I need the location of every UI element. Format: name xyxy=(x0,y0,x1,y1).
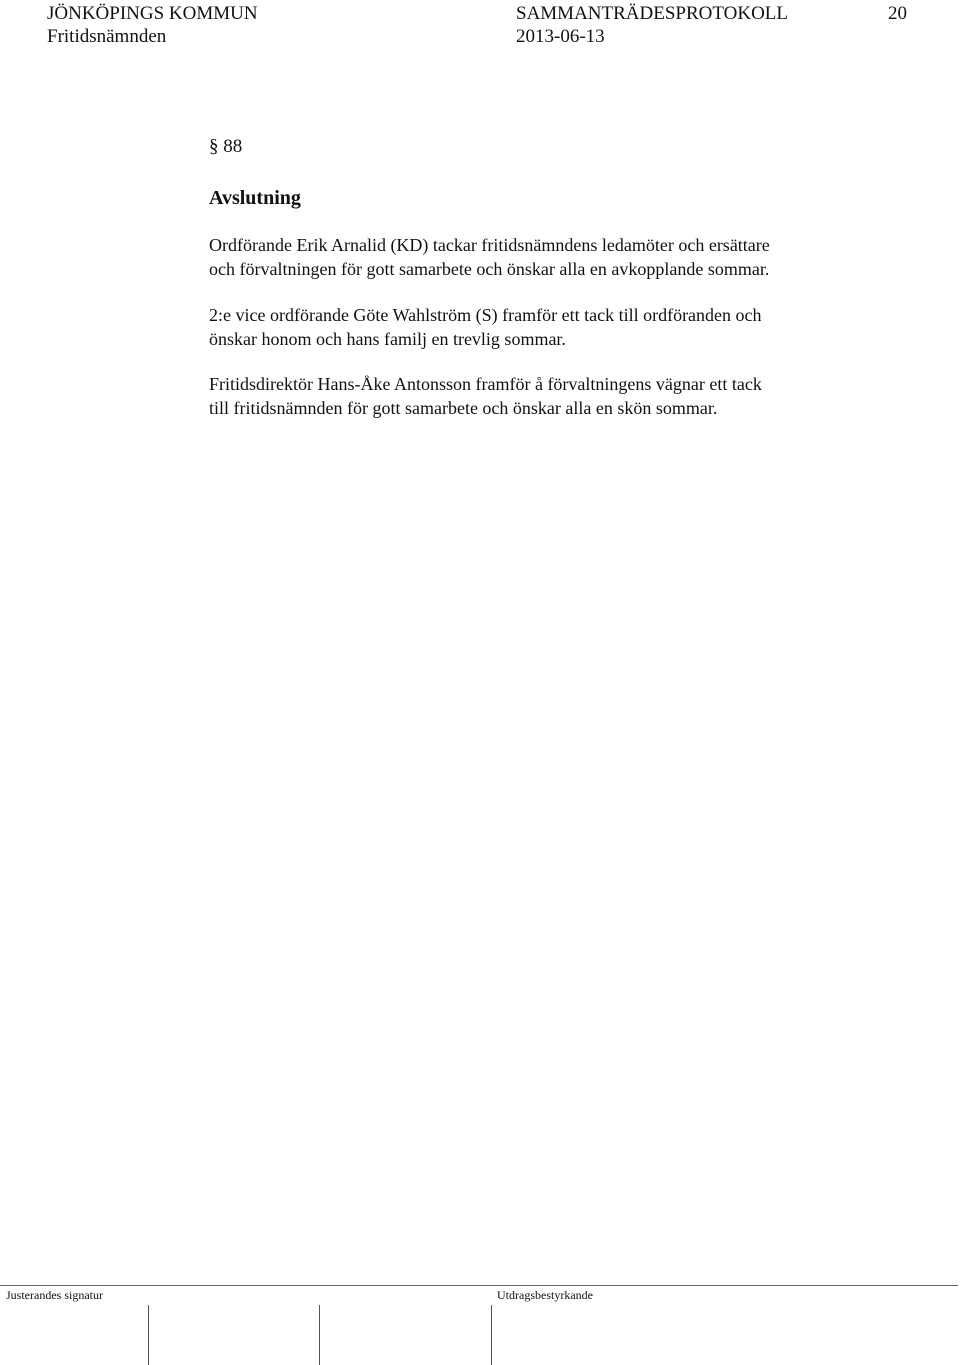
paragraph-director-thanks xyxy=(209,372,949,420)
paragraph-line: Fritidsdirektör Hans-Åke Antonsson framför å förvaltningens vägnar ett tack xyxy=(209,374,762,394)
header-page-number: 20 xyxy=(888,3,907,24)
footer-divider xyxy=(0,1285,958,1286)
paragraph-line: önskar honom och hans familj en trevlig sommar. xyxy=(209,329,566,349)
signature-box-divider xyxy=(491,1305,492,1365)
header-organization: JÖNKÖPINGS KOMMUN xyxy=(47,3,258,24)
paragraph-line: 2:e vice ordförande Göte Wahlström (S) framför ett tack till ordföranden och xyxy=(209,305,762,325)
header-date: 2013-06-13 xyxy=(516,26,605,47)
footer-signature-label: Justerandes signatur xyxy=(6,1288,103,1302)
section-number: § 88 xyxy=(209,136,243,157)
header-committee: Fritidsnämnden xyxy=(47,26,167,47)
section-title: Avslutning xyxy=(209,187,301,209)
header-document-type: SAMMANTRÄDESPROTOKOLL xyxy=(516,3,789,24)
paragraph-vice-chair-thanks xyxy=(209,303,949,351)
signature-box-divider xyxy=(148,1305,149,1365)
paragraph-chair-thanks xyxy=(209,233,949,281)
paragraph-line: Ordförande Erik Arnalid (KD) tackar fritidsnämndens ledamöter och ersättare xyxy=(209,235,770,255)
paragraph-line: och förvaltningen för gott samarbete och önskar alla en avkopplande sommar. xyxy=(209,259,770,279)
signature-box-divider xyxy=(319,1305,320,1365)
paragraph-line: till fritidsnämnden för gott samarbete och önskar alla en skön sommar. xyxy=(209,398,718,418)
footer-certification-label: Utdragsbestyrkande xyxy=(497,1288,593,1302)
